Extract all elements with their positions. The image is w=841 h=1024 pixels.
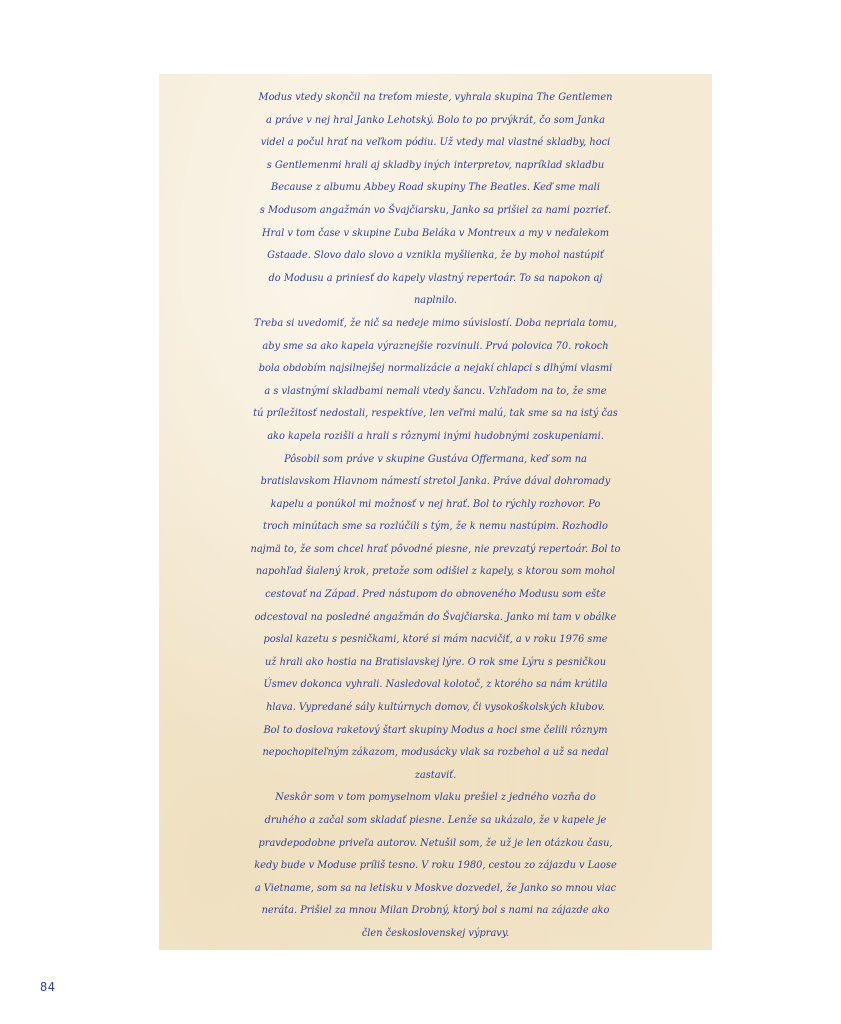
text-line: nepochopiteľným zákazom, modusácky vlak sa rozbehol a už sa nedal [262, 747, 609, 759]
text-line: s Gentlemenmi hrali aj skladby iných interpretov, napríklad skladbu [266, 159, 605, 171]
text-line: a Vietname, som sa na letisku v Moskve dozvedel, že Janko so mnou viac [254, 882, 617, 894]
text-panel [159, 74, 712, 950]
text-line: zastaviť. [414, 769, 457, 781]
text-line: Bol to doslova raketový štart skupiny Modus a hoci sme čelili rôznym [263, 724, 608, 736]
text-line: Neskôr som v tom pomyselnom vlaku prešiel z jedného vozňa do [275, 792, 596, 804]
text-line: Treba si uvedomiť, že nič sa nedeje mimo súvislostí. Doba nepriala tomu, [254, 317, 617, 329]
text-line: Because z albumu Abbey Road skupiny The Beatles. Keď sme mali [271, 182, 600, 194]
text-line: pravdepodobne priveľa autorov. Netušil som, že už je len otázkou času, [258, 837, 613, 849]
text-line: napohľad šialený krok, pretože som odišiel z kapely, s ktorou som mohol [255, 566, 616, 578]
text-line: Gstaade. Slovo dalo slovo a vznikla myšlienka, že by mohol nastúpiť [267, 250, 604, 262]
text-line: troch minútach sme sa rozlúčili s tým, že k nemu nastúpim. Rozhodlo [263, 521, 608, 533]
text-line: aby sme sa ako kapela výraznejšie rozvinuli. Prvá polovica 70. rokoch [262, 340, 609, 352]
text-line: poslal kazetu s pesničkami, ktoré si mám nacvičiť, a v roku 1976 sme [263, 634, 608, 646]
text-line: tú príležitosť nedostali, respektíve, len veľmi malú, tak sme sa na istý čas [253, 408, 618, 420]
article-text [159, 87, 712, 946]
text-line: člen československej výpravy. [361, 927, 510, 939]
text-line: neráta. Prišiel za mnou Milan Drobný, ktorý bol s nami na zájazde ako [261, 905, 610, 917]
text-line: cestovať na Západ. Pred nástupom do obnoveného Modusu som ešte [265, 589, 606, 601]
text-line: Modus vtedy skončil na treťom mieste, vyhrala skupina The Gentlemen [258, 92, 613, 103]
text-line: bratislavskom Hlavnom námestí stretol Janka. Práve dával dohromady [260, 476, 611, 488]
text-line: ako kapela rozišli a hrali s rôznymi inými hudobnými zoskupeniami. [267, 430, 604, 442]
text-line: už hrali ako hostia na Bratislavskej lýre. O rok sme Lýru s pesničkou [264, 656, 607, 668]
page-number: 84 [40, 980, 56, 994]
text-line: Pôsobil som práve v skupine Gustáva Offermana, keď som na [284, 453, 587, 465]
text-line: do Modusu a priniesť do kapely vlastný repertoár. To sa napokon aj [268, 272, 603, 284]
text-line: druhého a začal som skladať piesne. Lenže sa ukázalo, že v kapele je [264, 815, 607, 826]
text-line: Úsmev dokonca vyhrali. Nasledoval kolotoč, z ktorého sa nám krútila [263, 679, 608, 691]
text-line: s Modusom angažmán vo Švajčiarsku, Janko sa prišiel za nami pozrieť. [259, 204, 612, 216]
text-line: bola obdobím najsilnejšej normalizácie a nejakí chlapci s dlhými vlasmi [258, 363, 613, 375]
text-line: kapelu a ponúkol mi možnosť v nej hrať. Bol to rýchly rozhovor. Po [270, 498, 601, 510]
text-line: odcestoval na posledné angažmán do Švajčiarska. Janko mi tam v obálke [254, 611, 617, 623]
text-line: hlava. Vypredané sály kultúrnych domov, či vysokoškolských klubov. [266, 702, 605, 714]
text-line: videl a počul hrať na veľkom pódiu. Už vtedy mal vlastné skladby, hoci [260, 137, 611, 149]
text-line: najmä to, že som chcel hrať pôvodné piesne, nie prevzatý repertoár. Bol to [250, 543, 621, 555]
text-line: kedy bude v Moduse príliš tesno. V roku 1980, cestou zo zájazdu v Laose [254, 860, 617, 872]
text-line: a práve v nej hral Janko Lehotský. Bolo to po prvýkrát, čo som Janka [266, 114, 605, 126]
text-line: naplnilo. [414, 295, 457, 307]
text-line: Hral v tom čase v skupine Ľuba Beláka v Montreux a my v neďalekom [262, 227, 609, 239]
text-line: a s vlastnými skladbami nemali vtedy šancu. Vzhľadom na to, že sme [264, 385, 607, 397]
